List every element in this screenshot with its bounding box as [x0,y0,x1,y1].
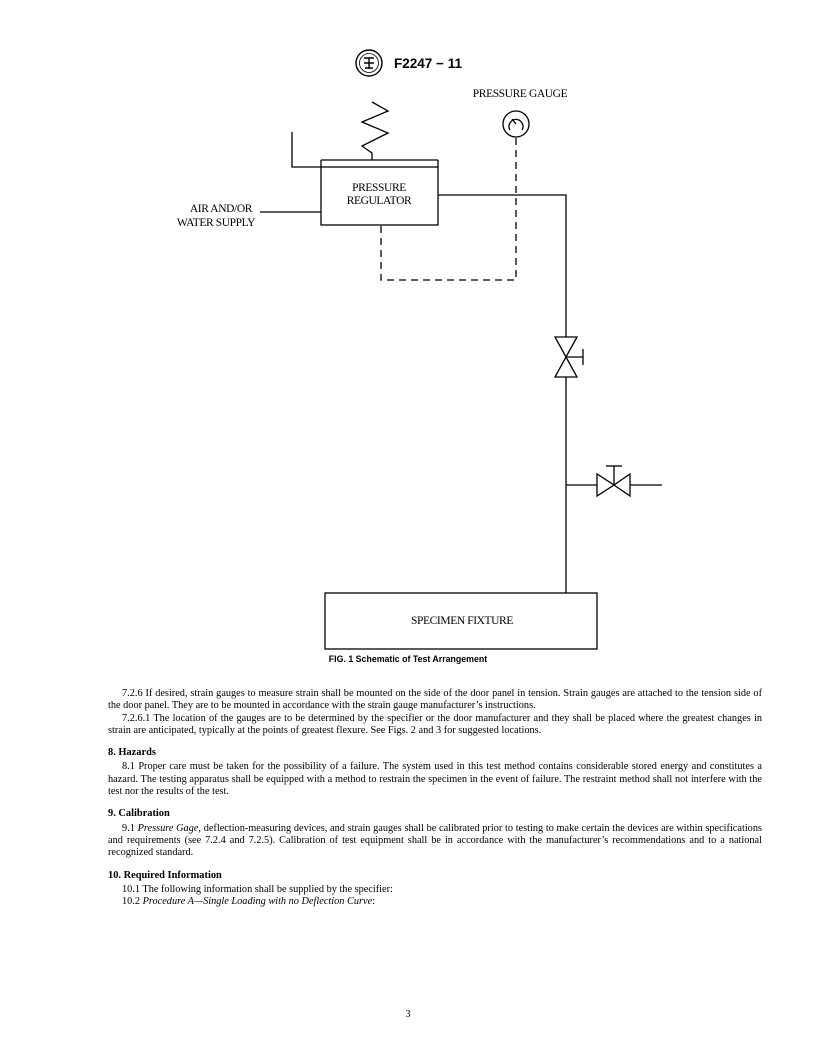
supply-valve-upper [555,337,577,357]
supply-valve-lower [555,357,577,377]
section-heading-hazards: 8. Hazards [108,747,156,759]
paragraph-9-1 [108,823,762,860]
paragraph-9-1-number: 9.1 [122,822,138,834]
section-heading-required-information: 10. Required Information [108,869,222,881]
paragraph-9-1-text: , deflection-measuring devices, and strain gauges shall be calibrated prior to testing to make certain the devices are within specifications and requirements (see 7.2.4 and 7.2.5). Calibration of test equipment shall be in accordance with the manufacturer’s recommendations and to a national recognized standard. [108,822,762,859]
paragraph-10-2-title: Procedure A—Single Loading with no Deflection Curve [142,896,373,908]
pressure-gauge-label: PRESSURE GAUGE [472,88,568,100]
outlet-pipe [438,195,566,337]
section-heading-calibration: 9. Calibration [108,808,170,820]
paragraph-7-2-6-1: 7.2.6.1 The location of the gauges are to be determined by the specifier or the door manufacturer and they shall be placed where the greatest changes in strain are anticipated, typically at the points of greatest flexure. See Figs. 2 and 3 for suggested locations. [108,712,762,736]
supply-label-line1: AIR AND/OR [189,203,252,215]
regulator-label-line2: REGULATOR [346,195,412,207]
supply-label-line2: WATER SUPPLY [176,217,255,229]
paragraph-10-2-number: 10.2 [122,896,143,908]
drain-valve-right [614,474,630,496]
body-text [108,688,762,908]
paragraph-10-2 [108,896,762,908]
specimen-fixture-label: SPECIMEN FIXTURE [411,615,513,627]
paragraph-8-1: 8.1 Proper care must be taken for the possibility of a failure. The system used in this test method contains considerable stored energy and constitutes a hazard. The testing apparatus shall be equipped with a method to restrain the specimen in the event of failure. The restraint method shall not interfere with the test nor the results of the test. [108,761,762,798]
document-designation: F2247 − 11 [394,55,462,71]
paragraph-7-2-6: 7.2.6 If desired, strain gauges to measure strain shall be mounted on the side of the door panel in tension. Strain gauges are attached to the tension side of the door panel. They are to be mounted in accordance with the strain gauge manufacturer’s instructions. [108,688,762,712]
regulator-vent-line [292,132,321,167]
page-number: 3 [405,1009,411,1020]
figure-caption: FIG. 1 Schematic of Test Arrangement [328,654,488,664]
paragraph-9-1-term: Pressure Gage [137,822,199,834]
regulator-spring [362,102,388,160]
paragraph-10-1: 10.1 The following information shall be supplied by the specifier: [122,883,393,895]
regulator-label-line1: PRESSURE [352,182,406,194]
paragraph-10-2-colon: : [372,896,376,908]
drain-valve-left [597,474,614,496]
